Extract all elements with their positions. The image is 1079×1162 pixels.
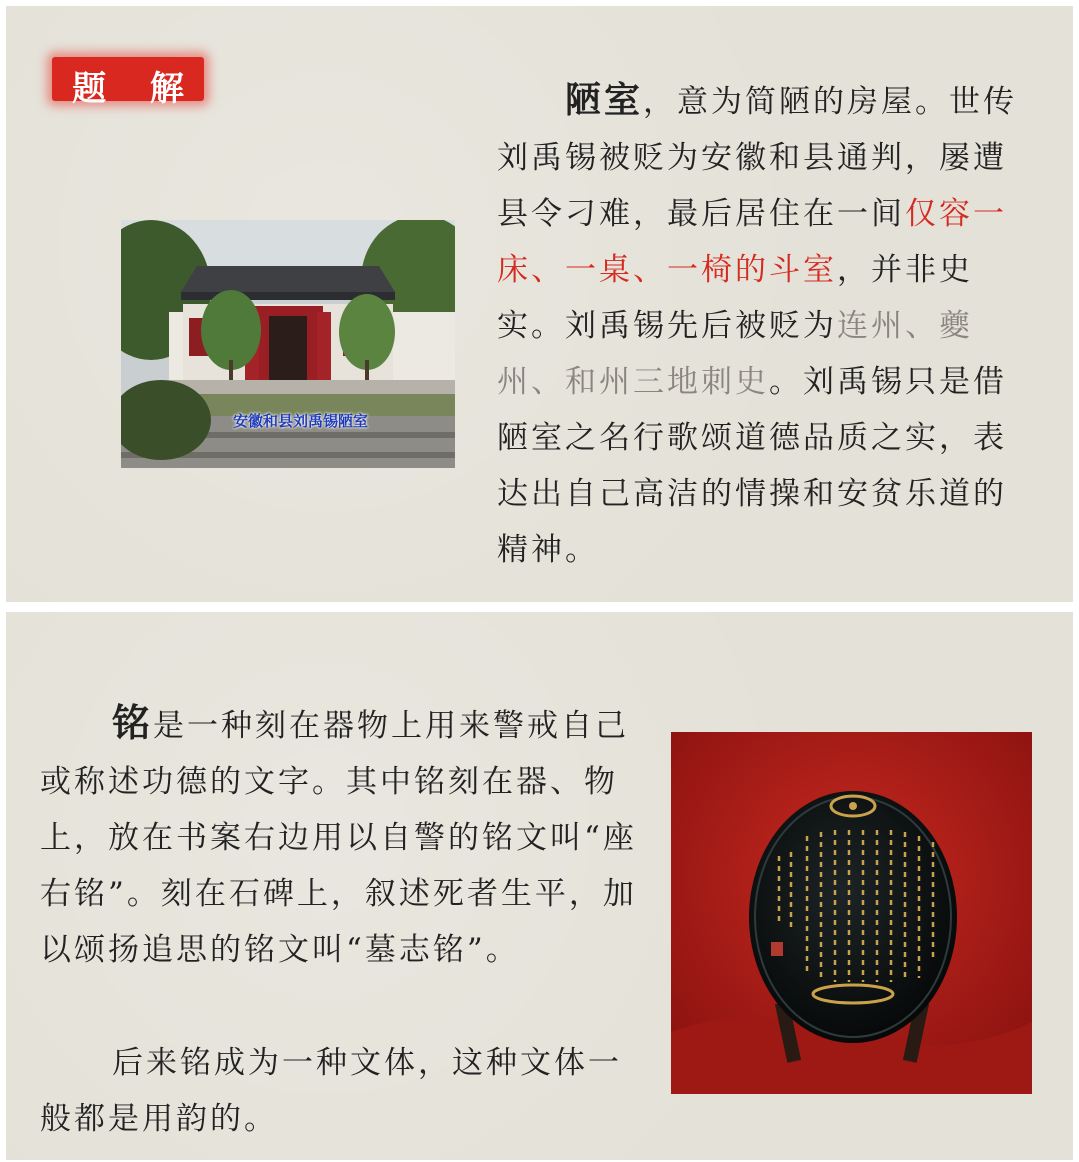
highlight-gray-text: 连州、夔州、和州三地刺史	[497, 308, 973, 400]
badge-label: 题 解	[72, 69, 200, 109]
title-badge	[52, 57, 204, 109]
ming-text-2: 后来铭成为一种文体，这种文体一般都是用韵的。	[40, 1045, 622, 1137]
plate-illustration	[671, 732, 1032, 1094]
lead-term-loushi: 陋室	[565, 79, 644, 121]
ming-text: 是一种刻在器物上用来警戒自己或称述功德的文字。其中铭刻在器、物上，放在书案右边用以自警的铭文叫“座右铭”。刻在石碑上，叙述死者生平，加以颂扬追思的铭文叫“墓志铭”。	[40, 708, 637, 968]
loushiming-plate-photo	[671, 732, 1032, 1094]
highlight-red-text: 仅容一床、一桌、一椅的斗室	[497, 196, 1007, 288]
text-part-b: ，并非史实。刘禹锡先后被贬为	[497, 252, 973, 344]
lead-term-ming: 铭	[112, 700, 154, 745]
photo-caption: 安徽和县刘禹锡陋室	[233, 412, 369, 430]
loushi-building-photo	[121, 220, 455, 468]
text-part-a: ，意为简陋的房屋。世传刘禹锡被贬为安徽和县通判，屡遭县令刁难，最后居住在一间	[497, 84, 1018, 232]
ming-paragraph-2	[40, 1035, 640, 1147]
explanation-paragraph	[497, 72, 1027, 578]
ming-paragraph	[40, 695, 640, 978]
text-part-c: 。刘禹锡只是借陋室之名行歌颂道德品质之实，表达出自己高洁的情操和安贫乐道的精神。	[497, 364, 1007, 568]
